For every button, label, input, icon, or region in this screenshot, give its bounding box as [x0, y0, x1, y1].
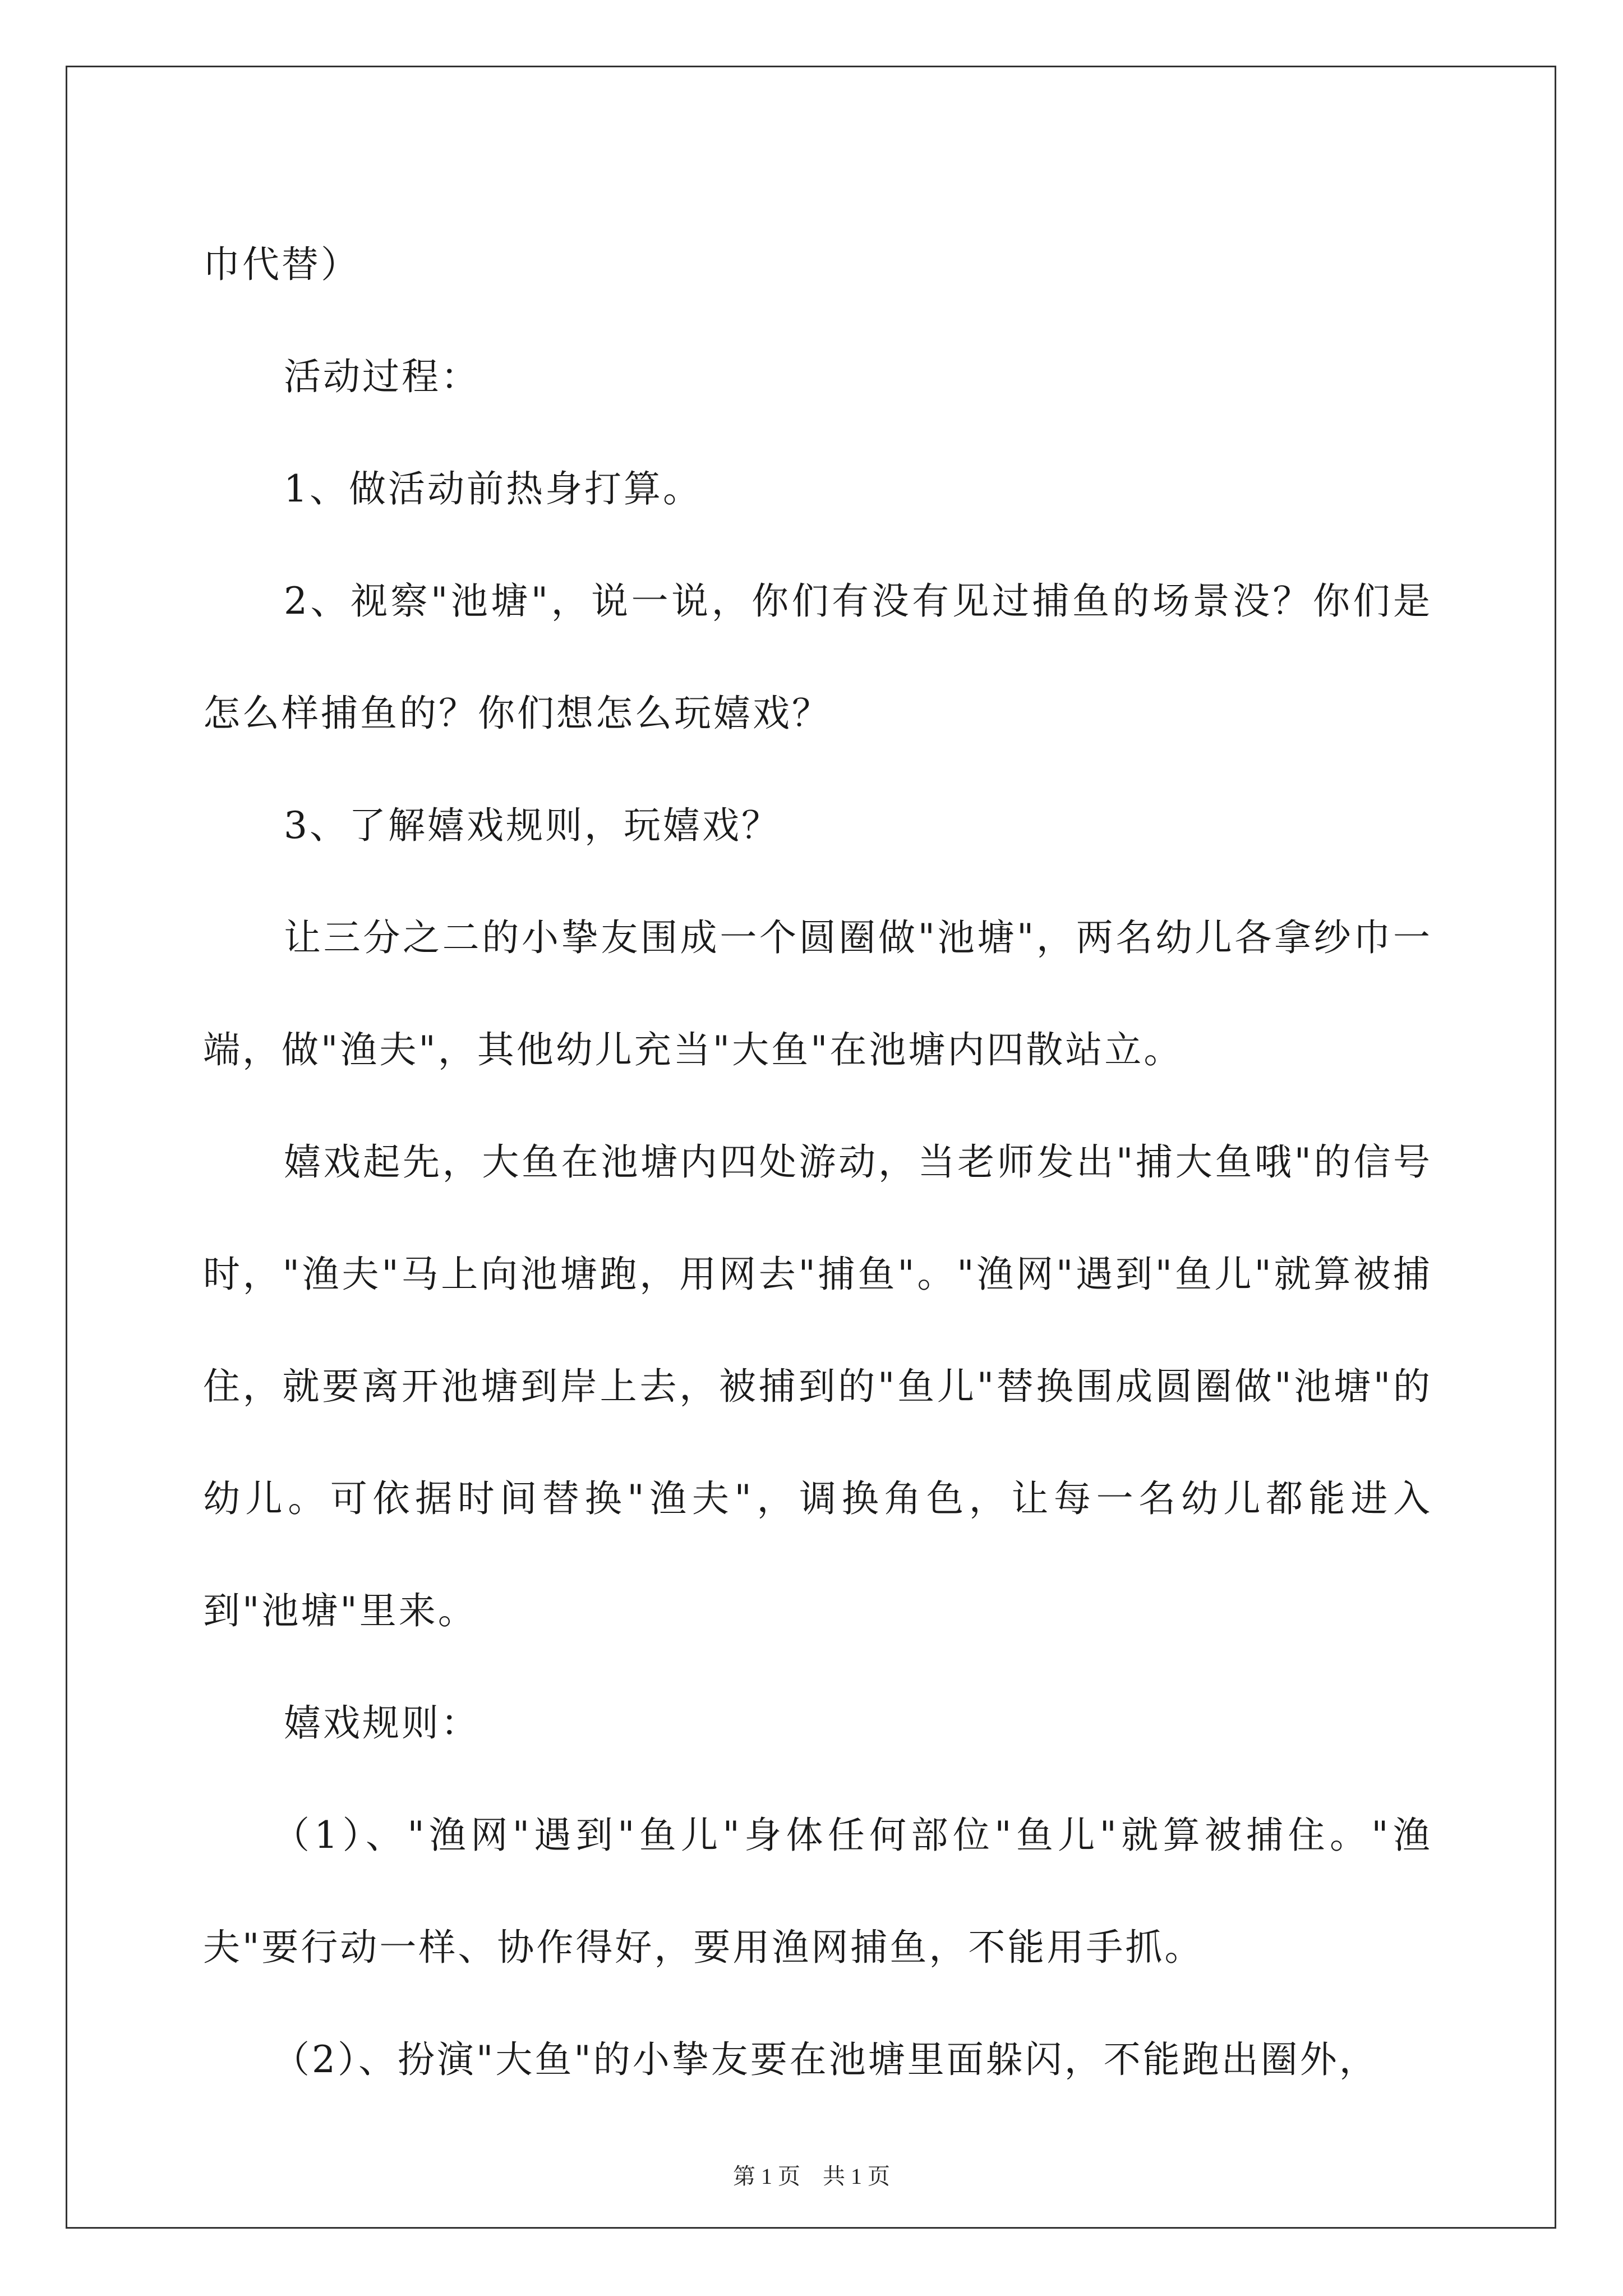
step-2: 2、视察"池塘"，说一说，你们有没有见过捕鱼的场景没？你们是怎么样捕鱼的？你们想怎么玩嬉戏？ [203, 579, 1432, 735]
page-footer [0, 2159, 1623, 2191]
page-number-label: 第 1 页 共 1 页 [733, 2164, 890, 2189]
rule-2: （2）、扮演"大鱼"的小挚友要在池塘里面躲闪，不能跑出圈外， [273, 2038, 1378, 2081]
paragraph-setup: 让三分之二的小挚友围成一个圆圈做"池塘"，两名幼儿各拿纱巾一端，做"渔夫"，其他幼儿充当"大鱼"在池塘内四散站立。 [203, 916, 1432, 1071]
step-1: 1、做活动前热身打算。 [284, 467, 702, 510]
heading-game-rules: 嬉戏规则： [284, 1701, 480, 1745]
paragraph-game-start: 嬉戏起先，大鱼在池塘内四处游动，当老师发出"捕大鱼哦"的信号时，"渔夫"马上向池塘跑，用网去"捕鱼"。"渔网"遇到"鱼儿"就算被捕住，就要离开池塘到岸上去，被捕到的"鱼儿"替换围成圆圈做"池塘"的幼儿。可依据时间替换"渔夫"，调换角色，让每一名幼儿都能进入到"池塘"里来。 [203, 1140, 1432, 1632]
heading-activity-process: 活动过程： [284, 355, 480, 398]
document-body [203, 209, 1432, 2116]
rule-1: （1）、"渔网"遇到"鱼儿"身体任何部位"鱼儿"就算被捕住。"渔夫"要行动一样、协作得好，要用渔网捕鱼，不能用手抓。 [203, 1814, 1432, 1969]
step-3: 3、了解嬉戏规则，玩嬉戏？ [284, 804, 781, 847]
paragraph-continuation: 巾代替） [203, 243, 360, 286]
